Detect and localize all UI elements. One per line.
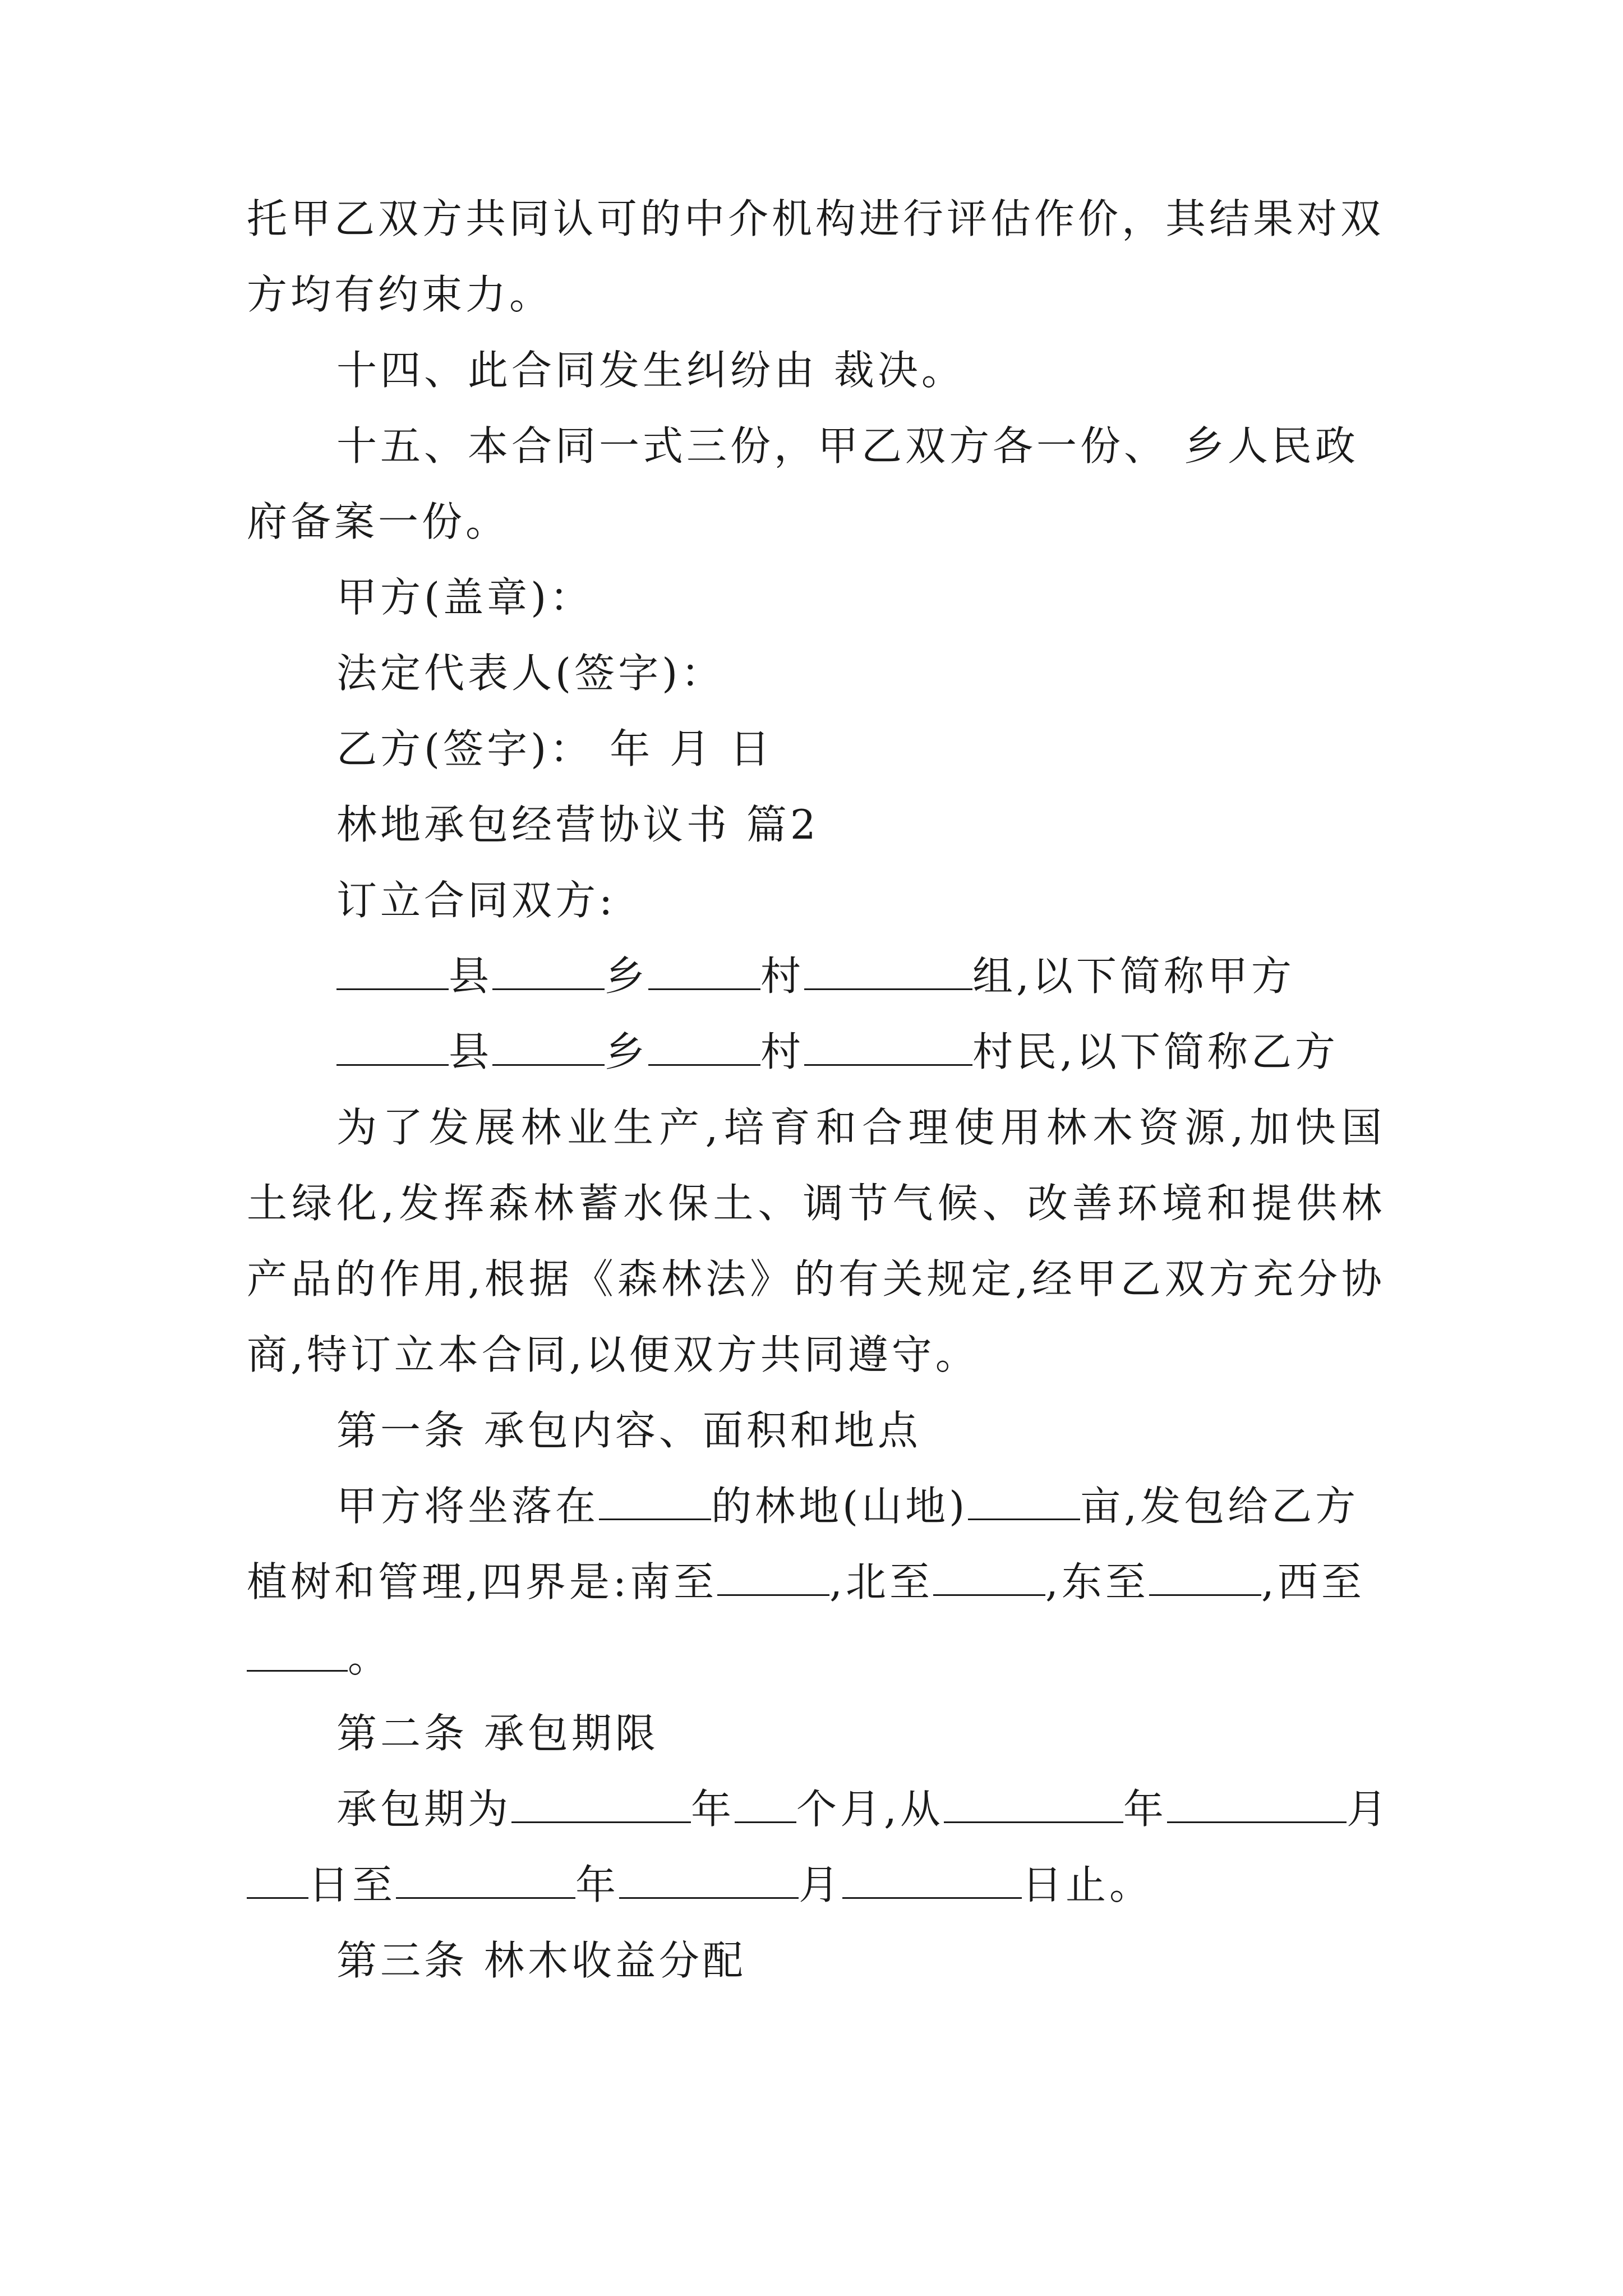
blank-group: [804, 953, 972, 990]
blank-location: [599, 1483, 711, 1520]
blank-end-month: [619, 1861, 799, 1899]
paragraph-line: 府备案一份。: [247, 498, 510, 545]
article-1-heading: 第一条 承包内容、面积和地点: [336, 1407, 921, 1454]
article-2-line: 承包期为 年 个月,从 年 月: [336, 1786, 1390, 1833]
article-1-line: 植树和管理,四界是:南至 ,北至 ,东至 ,西至: [247, 1558, 1365, 1605]
blank-west: [247, 1634, 348, 1672]
blank-township: [492, 953, 605, 990]
blank-east: [1149, 1558, 1261, 1596]
blank-start-day: [247, 1861, 308, 1899]
clause-14: 十四、此合同发生纠纷由 裁决。: [336, 347, 965, 394]
article-1-line: 。: [247, 1630, 1385, 1686]
blank-start-year: [944, 1786, 1123, 1823]
blank-village: [648, 953, 760, 990]
party-b-signature-date: 乙方(签字)： 年 月 日: [336, 725, 773, 772]
blank-start-month: [1167, 1786, 1347, 1823]
section-title: 林地承包经营协议书 篇2: [336, 801, 819, 848]
paragraph-line: 方均有约束力。: [247, 271, 554, 318]
party-a-seal-label: 甲方(盖章)：: [336, 574, 594, 621]
blank-area: [968, 1483, 1080, 1520]
blank-village: [648, 1028, 760, 1066]
blank-name: [804, 1028, 972, 1066]
preamble-line: 为了发展林业生产,培育和合理使用林木资源,加快国: [336, 1104, 1385, 1151]
blank-term-years: [511, 1786, 691, 1823]
blank-north: [933, 1558, 1045, 1596]
blank-south: [717, 1558, 829, 1596]
preamble-line: 商,特订立本合同,以便双方共同遵守。: [247, 1331, 979, 1378]
paragraph-line: 托甲乙双方共同认可的中介机构进行评估作价，其结果对双: [247, 195, 1385, 242]
article-3-heading: 第三条 林木收益分配: [336, 1937, 746, 1984]
clause-15: 十五、本合同一式三份，甲乙双方各一份、 乡人民政: [336, 422, 1359, 470]
article-2-line: 日至 年 月 日止。: [247, 1857, 1385, 1913]
blank-term-months: [735, 1786, 796, 1823]
article-1-line: 甲方将坐落在 的林地(山地) 亩,发包给乙方: [336, 1483, 1359, 1530]
legal-representative-label: 法定代表人(签字)：: [336, 650, 725, 697]
article-2-heading: 第二条 承包期限: [336, 1710, 659, 1757]
party-b-line: 县 乡 村 村民,以下简称乙方: [336, 1024, 1385, 1080]
preamble-line: 土绿化,发挥森林蓄水保土、调节气候、改善环境和提供林: [247, 1180, 1385, 1227]
preamble-line: 产品的作用,根据《森林法》的有关规定,经甲乙双方充分协: [247, 1255, 1385, 1303]
blank-end-year: [396, 1861, 575, 1899]
contract-parties-heading: 订立合同双方:: [336, 877, 616, 924]
blank-end-day: [842, 1861, 1022, 1899]
blank-township: [492, 1028, 605, 1066]
party-a-line: 县 乡 村 组,以下简称甲方: [336, 948, 1385, 1004]
blank-county: [336, 953, 449, 990]
blank-county: [336, 1028, 449, 1066]
